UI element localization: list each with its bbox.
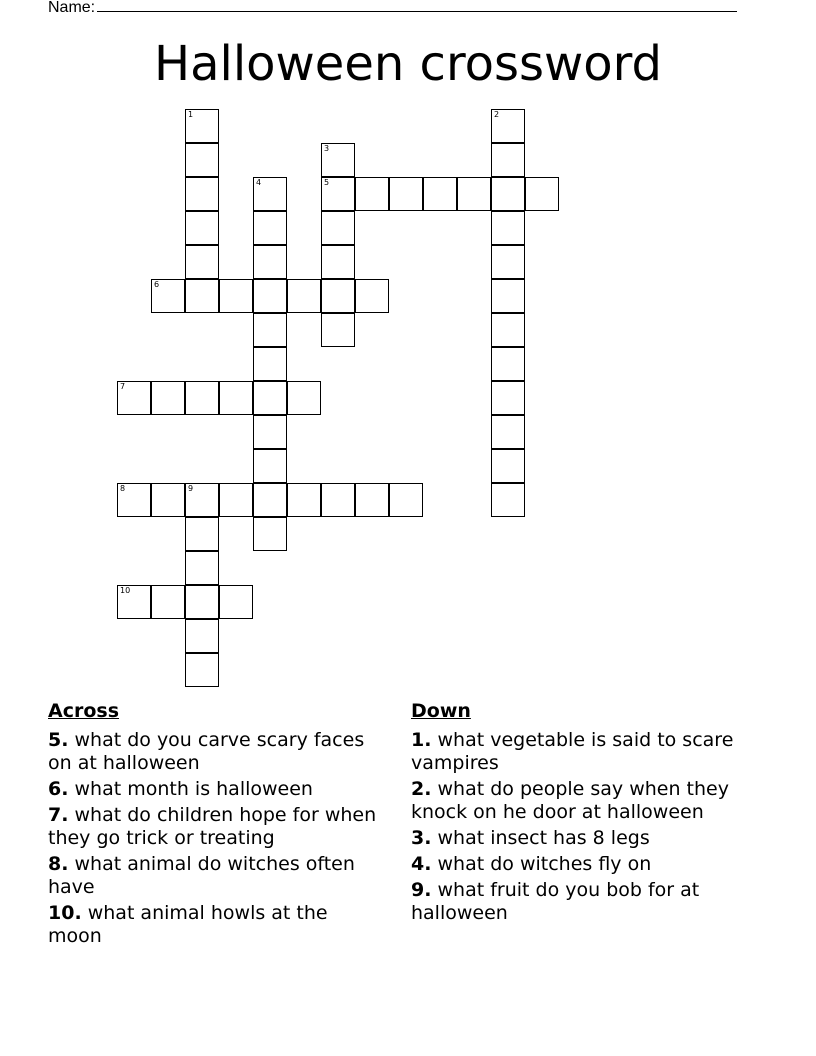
across-heading: Across [48, 700, 120, 722]
cell-number: 3 [324, 144, 330, 153]
across-clue [48, 804, 378, 850]
crossword-cell[interactable] [321, 211, 355, 245]
crossword-cell[interactable] [491, 279, 525, 313]
page-title: Halloween crossword [154, 36, 662, 92]
across-clues [48, 700, 378, 951]
crossword-cell[interactable] [185, 211, 219, 245]
crossword-cell[interactable] [491, 109, 525, 143]
across-clue [48, 729, 378, 775]
crossword-cell[interactable] [321, 143, 355, 177]
crossword-cell[interactable] [321, 245, 355, 279]
crossword-cell[interactable] [219, 585, 253, 619]
across-clue [48, 902, 378, 948]
crossword-cell[interactable] [219, 483, 253, 517]
crossword-cell[interactable] [185, 177, 219, 211]
crossword-cell[interactable] [253, 347, 287, 381]
cell-number: 10 [120, 586, 131, 595]
crossword-cell[interactable] [185, 143, 219, 177]
crossword-cell[interactable] [151, 381, 185, 415]
crossword-cell[interactable] [253, 449, 287, 483]
crossword-cell[interactable] [457, 177, 491, 211]
crossword-cell[interactable] [185, 279, 219, 313]
crossword-cell[interactable] [321, 313, 355, 347]
clue-number: 2. [411, 778, 432, 800]
crossword-cell[interactable] [491, 143, 525, 177]
crossword-cell[interactable] [253, 211, 287, 245]
clue-text: what month is halloween [74, 778, 313, 800]
crossword-cell[interactable] [491, 313, 525, 347]
clue-number: 3. [411, 827, 432, 849]
clue-number: 10. [48, 902, 82, 924]
crossword-cell[interactable] [491, 415, 525, 449]
crossword-cell[interactable] [355, 483, 389, 517]
cell-number: 7 [120, 382, 126, 391]
crossword-cell[interactable] [491, 381, 525, 415]
crossword-cell[interactable] [185, 517, 219, 551]
crossword-cell[interactable] [151, 279, 185, 313]
down-clue [411, 729, 741, 775]
down-clues [411, 700, 741, 928]
clue-number: 1. [411, 729, 432, 751]
crossword-cell[interactable] [389, 177, 423, 211]
crossword-cell[interactable] [287, 381, 321, 415]
crossword-cell[interactable] [185, 619, 219, 653]
cell-number: 5 [324, 178, 330, 187]
down-clue [411, 827, 741, 850]
clue-number: 4. [411, 853, 432, 875]
crossword-cell[interactable] [287, 279, 321, 313]
across-clue [48, 853, 378, 899]
clue-number: 8. [48, 853, 69, 875]
cell-number: 1 [188, 110, 194, 119]
crossword-cell[interactable] [185, 109, 219, 143]
crossword-cell[interactable] [185, 585, 219, 619]
crossword-cell[interactable] [491, 211, 525, 245]
clue-text: what animal howls at the moon [48, 902, 328, 947]
crossword-cell[interactable] [355, 279, 389, 313]
crossword-cell[interactable] [185, 551, 219, 585]
cell-number: 6 [154, 280, 160, 289]
clue-number: 7. [48, 804, 69, 826]
cell-number: 8 [120, 484, 126, 493]
crossword-cell[interactable] [185, 245, 219, 279]
name-label: Name: [48, 0, 96, 16]
crossword-cell[interactable] [491, 347, 525, 381]
crossword-cell[interactable] [253, 483, 287, 517]
clue-number: 5. [48, 729, 69, 751]
crossword-cell[interactable] [185, 381, 219, 415]
crossword-cell[interactable] [185, 653, 219, 687]
crossword-cell[interactable] [253, 279, 287, 313]
crossword-cell[interactable] [253, 517, 287, 551]
clue-text: what do witches fly on [437, 853, 652, 875]
crossword-cell[interactable] [253, 415, 287, 449]
crossword-cell[interactable] [355, 177, 389, 211]
cell-number: 4 [256, 178, 262, 187]
clue-number: 6. [48, 778, 69, 800]
clue-text: what do you carve scary faces on at halloween [48, 729, 365, 774]
clue-text: what do children hope for when they go trick or treating [48, 804, 377, 849]
down-clue [411, 778, 741, 824]
crossword-cell[interactable] [151, 483, 185, 517]
crossword-cell[interactable] [253, 245, 287, 279]
down-clue [411, 853, 741, 876]
crossword-cell[interactable] [219, 279, 253, 313]
cell-number: 2 [494, 110, 500, 119]
clue-text: what vegetable is said to scare vampires [411, 729, 734, 774]
clue-text: what animal do witches often have [48, 853, 355, 898]
crossword-cell[interactable] [151, 585, 185, 619]
crossword-cell[interactable] [491, 449, 525, 483]
crossword-cell[interactable] [491, 245, 525, 279]
crossword-cell[interactable] [117, 585, 151, 619]
clue-text: what insect has 8 legs [437, 827, 650, 849]
crossword-cell[interactable] [423, 177, 457, 211]
crossword-cell[interactable] [185, 483, 219, 517]
crossword-cell[interactable] [117, 483, 151, 517]
crossword-cell[interactable] [287, 483, 321, 517]
crossword-cell[interactable] [253, 381, 287, 415]
crossword-cell[interactable] [117, 381, 151, 415]
crossword-cell[interactable] [321, 279, 355, 313]
clue-text: what do people say when they knock on he door at halloween [411, 778, 729, 823]
crossword-cell[interactable] [219, 381, 253, 415]
crossword-cell[interactable] [321, 483, 355, 517]
crossword-cell[interactable] [321, 177, 355, 211]
clue-number: 9. [411, 879, 432, 901]
crossword-cell[interactable] [389, 483, 423, 517]
clue-text: what fruit do you bob for at halloween [411, 879, 700, 924]
crossword-cell[interactable] [491, 177, 525, 211]
down-heading: Down [411, 700, 471, 722]
cell-number: 9 [188, 484, 194, 493]
across-clue [48, 778, 378, 801]
crossword-cell[interactable] [491, 483, 525, 517]
crossword-cell[interactable] [525, 177, 559, 211]
crossword-cell[interactable] [253, 177, 287, 211]
down-clue [411, 879, 741, 925]
crossword-cell[interactable] [253, 313, 287, 347]
